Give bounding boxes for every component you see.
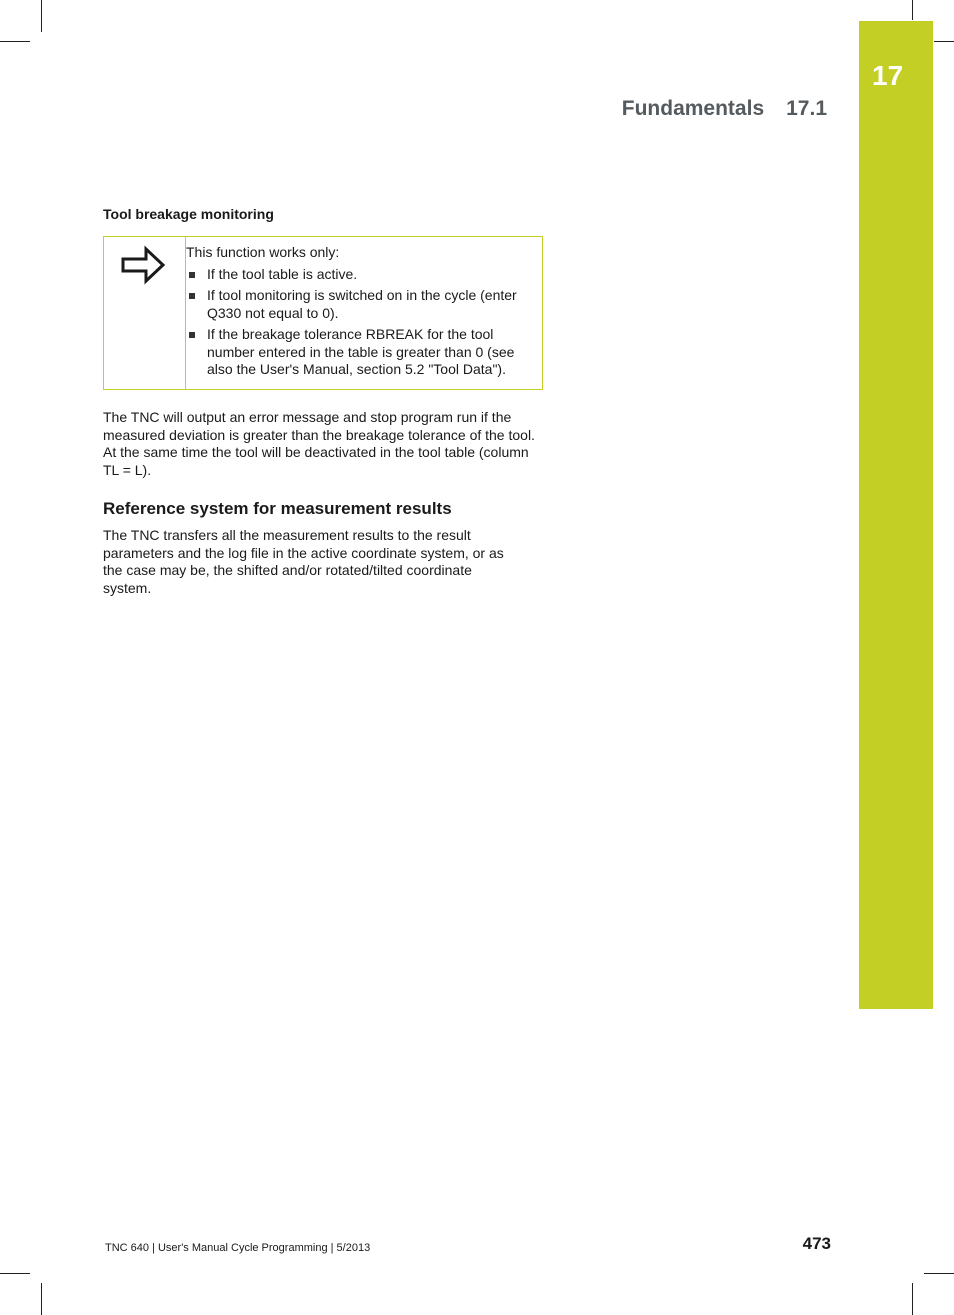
list-item-text: If the tool table is active. [207, 265, 358, 282]
list-item-text: If the breakage tolerance RBREAK for the tool number entered in the table is greater than 0 (see also the User's Manual, section 5.2 "Tool Data"). [207, 326, 515, 377]
note-intro: This function works only: [186, 244, 340, 260]
tool-breakage-heading: Tool breakage monitoring [103, 206, 274, 222]
running-header [622, 97, 827, 121]
right-arrow-icon [120, 245, 166, 285]
crop-mark [41, 1283, 42, 1315]
crop-mark [41, 0, 42, 32]
crop-mark [0, 1273, 30, 1274]
page-number: 473 [802, 1234, 831, 1253]
crop-mark [934, 41, 954, 42]
running-header-section: 17.1 [786, 97, 827, 120]
crop-mark [0, 41, 30, 42]
note-content [186, 244, 536, 383]
crop-mark [912, 0, 913, 20]
note-icon-cell [104, 237, 186, 389]
note-box [103, 236, 543, 390]
reference-system-paragraph: The TNC transfers all the measurement results to the result parameters and the log file in the active coordinate system, or as the case may be, the shifted and/or rotated/tilted coordinate system. [103, 527, 504, 596]
reference-system-heading: Reference system for measurement results [103, 499, 452, 518]
list-item [186, 287, 536, 322]
list-item [186, 266, 536, 284]
running-header-title: Fundamentals [621, 97, 765, 120]
bullet-icon [189, 293, 195, 299]
crop-mark [924, 1273, 954, 1274]
tool-breakage-paragraph: The TNC will output an error message and stop program run if the measured deviation is greater than the breakage tolerance of the tool. At the same time the tool will be deactivated in the tool table (column TL = L). [103, 409, 535, 478]
list-item [186, 326, 536, 379]
bullet-icon [189, 272, 195, 278]
crop-mark [912, 1283, 913, 1315]
chapter-tab [859, 21, 933, 1009]
chapter-number: 17 [872, 60, 904, 91]
bullet-icon [189, 332, 195, 338]
footer-text: TNC 640 | User's Manual Cycle Programming | 5/2013 [105, 1242, 371, 1254]
list-item-text: If tool monitoring is switched on in the cycle (enter Q330 not equal to 0). [207, 287, 517, 321]
note-list [186, 266, 536, 379]
